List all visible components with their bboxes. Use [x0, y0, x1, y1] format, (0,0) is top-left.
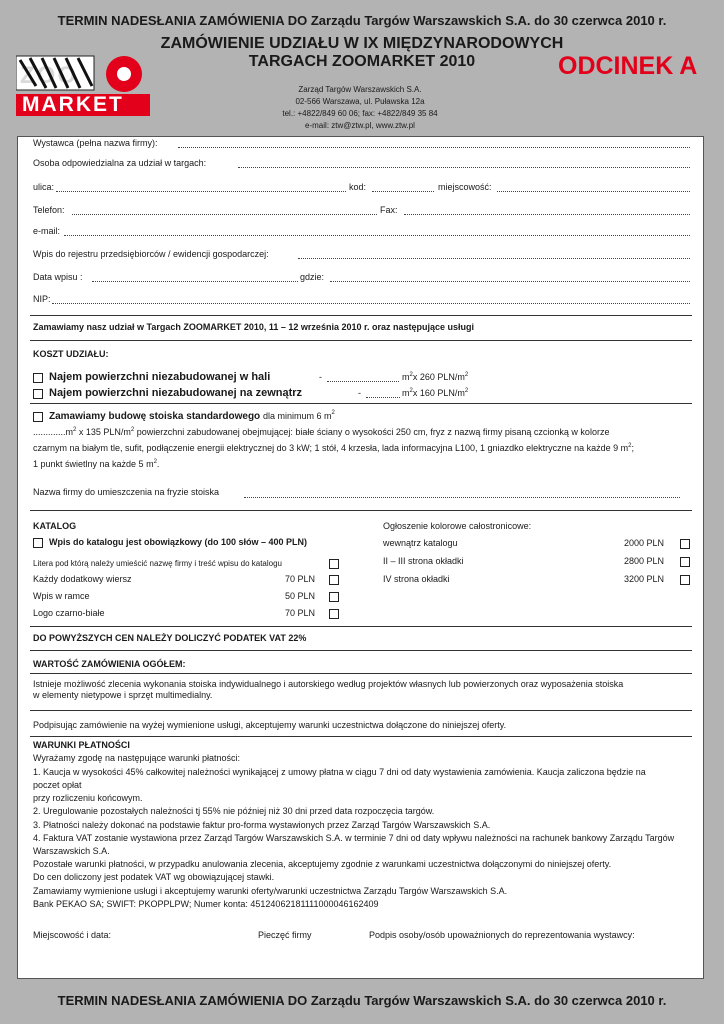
ad-label: II – III strona okładki [383, 556, 464, 566]
entry-date-label: Data wpisu : [33, 272, 83, 282]
registry-input[interactable] [298, 258, 690, 259]
entry-date-input[interactable] [92, 281, 298, 282]
nip-label: NIP: [33, 294, 51, 304]
ad-checkbox[interactable] [680, 575, 690, 585]
catalog-row-price: 50 PLN [285, 591, 316, 601]
phone-input[interactable] [72, 214, 377, 215]
email-label: e-mail: [33, 226, 61, 236]
payment-title: WARUNKI PŁATNOŚCI [33, 740, 130, 750]
place-date-label: Miejscowość i data: [33, 930, 112, 940]
possibility-line: w elementy nietypowe i sprzęt multimedialny. [33, 690, 213, 700]
organizer-block [230, 84, 490, 132]
catalog-row-checkbox[interactable] [329, 575, 339, 585]
accept-note: Podpisując zamówienie na wyżej wymienione usługi, akceptujemy warunki uczestnictwa dołączone do niniejszej oferty. [33, 720, 507, 730]
total-label: WARTOŚĆ ZAMÓWIENIA OGÓŁEM: [33, 659, 186, 669]
hall-unit: $m^2x$ 260 PLN/$m^2$ [402, 372, 469, 382]
street-input[interactable] [56, 191, 346, 192]
outdoor-unit: $m^2x$ 160 PLN/$m^2$ [402, 388, 469, 398]
catalog-row-label: Każdy dodatkowy wiersz [33, 574, 132, 584]
city-label: miejscowość: [438, 182, 492, 192]
order-intro: Zamawiamy nasz udział w Targach ZOOMARKET 2010, 11 – 12 września 2010 r. oraz następujące usługi [33, 322, 475, 332]
ad-price: 2000 PLN [624, 538, 665, 548]
outdoor-checkbox[interactable] [33, 389, 43, 399]
code-input[interactable] [372, 191, 434, 192]
contact-input[interactable] [238, 167, 690, 168]
where-label: gdzie: [300, 272, 325, 282]
divider [30, 650, 692, 651]
divider [30, 736, 692, 737]
hall-label: Najem powierzchni niezabudowanej w hali [49, 371, 271, 383]
payment-line: 3. Płatności należy dokonać na podstawie faktur pro-forma wystawionych przez Zarząd Targów Warszawskich S.A. [33, 820, 491, 830]
catalog-checkbox[interactable] [33, 538, 43, 548]
ads-title: Ogłoszenie kolorowe całostronicowe: [383, 521, 532, 531]
logo-market-text: MARKET [22, 93, 124, 116]
catalog-row-checkbox[interactable] [329, 592, 339, 602]
divider [30, 340, 692, 341]
organizer-phone: tel.: +4822/849 60 06; fax: +4822/849 35 84 [282, 109, 438, 118]
payment-line: Bank PEKAO SA; SWIFT: PKOPPLPW; Numer konta: 45124062181111000046162409 [33, 899, 379, 909]
ad-checkbox[interactable] [680, 557, 690, 567]
payment-line: Wyrażamy zgodę na następujące warunki płatności: [33, 753, 241, 763]
catalog-row-price: 70 PLN [285, 574, 316, 584]
where-input[interactable] [330, 281, 690, 282]
outdoor-area-input[interactable] [366, 397, 400, 398]
email-input[interactable] [64, 235, 690, 236]
ad-checkbox[interactable] [680, 539, 690, 549]
logo-zoo-text: ZOO [20, 62, 78, 89]
payment-line: Zamawiamy wymienione usługi i akceptujemy warunki oferty/warunki uczestnictwa Zarządu Targów Warszawskich S.A. [33, 886, 508, 896]
hall-area-input[interactable] [327, 381, 399, 382]
zoomarket-logo [16, 52, 150, 118]
divider [30, 626, 692, 627]
ad-label: wewnątrz katalogu [383, 538, 458, 548]
payment-line: 2. Uregulowanie pozostałych należności tj 55% nie później niż 30 dni przed data rozpoczęcia targów. [33, 806, 435, 816]
street-label: ulica: [33, 182, 55, 192]
stand-line2: czarnym na białym tle, sufit, podłączenie energii elektrycznej do 3 kW; 1 stół, 4 krzesła, lada informacyjna L100, 1 gniazdko elektryczne na każde 9 $m^2$; [33, 443, 634, 453]
title-line-2: TARGACH ZOOMARKET 2010 [248, 53, 476, 70]
payment-line: Do cen doliczony jest podatek VAT wg obowiązującej stawki. [33, 872, 275, 882]
cost-title: KOSZT UDZIAŁU: [33, 349, 109, 359]
city-input[interactable] [497, 191, 690, 192]
nip-input[interactable] [52, 303, 690, 304]
catalog-letter: Litera pod którą należy umieścić nazwę firmy i treść wpisu do katalogu [33, 559, 282, 568]
vat-note: DO POWYŻSZYCH CEN NALEŻY DOLICZYĆ PODATEK VAT 22% [33, 633, 307, 643]
ad-price: 2800 PLN [624, 556, 665, 566]
fax-input[interactable] [404, 214, 690, 215]
catalog-row-checkbox[interactable] [329, 609, 339, 619]
deadline-footer: TERMIN NADESŁANIA ZAMÓWIENIA DO Zarządu Targów Warszawskich S.A. do 30 czerwca 2010 r. [57, 993, 667, 1008]
payment-line: przy rozliczeniu końcowym. [33, 793, 143, 803]
ad-price: 3200 PLN [624, 574, 665, 584]
stamp-label: Pieczęć firmy [258, 930, 312, 940]
catalog-mandatory: Wpis do katalogu jest obowiązkowy (do 100 słów – 400 PLN) [49, 537, 308, 547]
exhibitor-input[interactable] [178, 147, 690, 148]
outdoor-dash: - [358, 388, 361, 398]
contact-label: Osoba odpowiedzialna za udział w targach: [33, 158, 207, 168]
possibility-line: Istnieje możliwość zlecenia wykonania stoiska indywidualnego i autorskiego według projektów własnych lub powierzonych oraz wyposażenia stoiska [33, 679, 624, 689]
payment-line: Pozostałe warunki płatności, w przypadku anulowania zlecenia, akceptujemy zgodnie z warunkami uczestnictwa dołączonymi do niniejszej oferty. [33, 859, 612, 869]
catalog-row-price: 70 PLN [285, 608, 316, 618]
organizer-name: Zarząd Targów Warszawskich S.A. [298, 85, 422, 94]
divider [30, 403, 692, 404]
hall-dash: - [319, 372, 322, 382]
title-line-1: ZAMÓWIENIE UDZIAŁU W IX MIĘDZYNARODOWYCH [160, 35, 564, 52]
catalog-title: KATALOG [33, 521, 77, 531]
fryz-input[interactable] [244, 497, 680, 498]
divider [30, 710, 692, 711]
catalog-letter-box[interactable] [329, 559, 339, 569]
code-label: kod: [349, 182, 367, 192]
organizer-email: e-mail: ztw@ztw.pl, www.ztw.pl [305, 121, 415, 130]
fryz-label: Nazwa firmy do umieszczenia na fryzie stoiska [33, 487, 220, 497]
stand-checkbox[interactable] [33, 412, 43, 422]
section-tag: ODCINEK A [558, 52, 698, 80]
catalog-row-label: Wpis w ramce [33, 591, 90, 601]
divider [30, 510, 692, 511]
payment-line: poczet opłat [33, 780, 82, 790]
outdoor-label: Najem powierzchni niezabudowanej na zewnątrz [49, 387, 303, 399]
stand-title-row: Zamawiamy budowę stoiska standardowego dla minimum 6 $m^2$ [49, 410, 335, 422]
signatures-label: Podpis osoby/osób upoważnionych do reprezentowania wystawcy: [369, 930, 635, 940]
hall-checkbox[interactable] [33, 373, 43, 383]
stand-line3: 1 punkt świetlny na każde 5 $m^2$. [33, 459, 160, 469]
organizer-address: 02-566 Warszawa, ul. Puławska 12a [295, 97, 425, 106]
registry-label: Wpis do rejestru przedsiębiorców / ewidencji gospodarczej: [33, 249, 269, 259]
divider [30, 673, 692, 674]
divider [30, 315, 692, 316]
payment-line: 4. Faktura VAT zostanie wystawiona przez Zarząd Targów Warszawskich S.A. w terminie 7 dni od daty wpływu należności na rachunek bankowy Zarządu Targów [33, 833, 675, 843]
catalog-row-label: Logo czarno-białe [33, 608, 105, 618]
ad-label: IV strona okładki [383, 574, 450, 584]
exhibitor-label: Wystawca (pełna nazwa firmy): [33, 138, 158, 148]
deadline-header: TERMIN NADESŁANIA ZAMÓWIENIA DO Zarządu Targów Warszawskich S.A. do 30 czerwca 2010 r. [57, 13, 667, 28]
payment-line: Warszawskich S.A. [33, 846, 110, 856]
phone-label: Telefon: [33, 205, 65, 215]
payment-line: 1. Kaucja w wysokości 45% całkowitej należności wynikającej z umowy płatna w ciągu 7 dni od daty wystawienia zamówienia. Kaucja zaliczona będzie na [33, 767, 646, 777]
fax-label: Fax: [380, 205, 398, 215]
stand-line1: $.............m^2$ x 135 PLN/$m^2$ powierzchni zabudowanej obejmującej: białe ściany o wysokości 250 cm, fryz z nazwą firmy pisaną czcionką w kolorze [33, 427, 610, 437]
